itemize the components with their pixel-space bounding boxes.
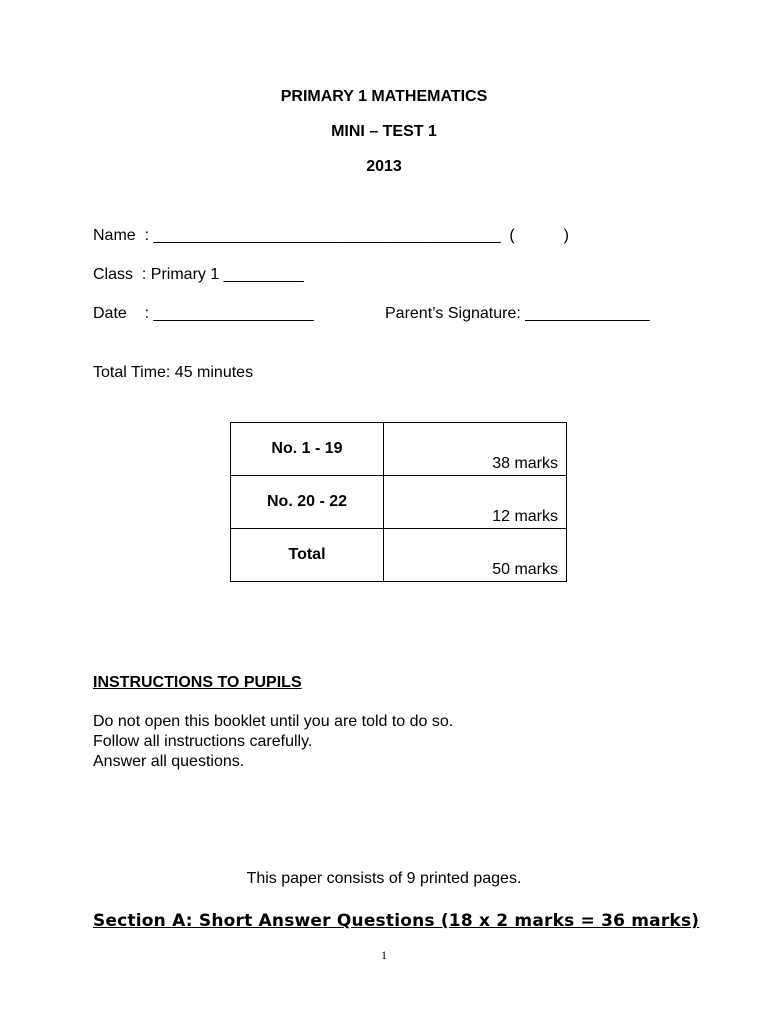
row-label: No. 20 - 22 — [231, 476, 384, 529]
table-row — [231, 529, 567, 582]
date-field-line: Date : __________________ — [93, 305, 314, 322]
document-year: 2013 — [366, 158, 402, 175]
row-marks: 38 marks — [384, 423, 567, 476]
instructions-heading: INSTRUCTIONS TO PUPILS — [93, 674, 302, 691]
table-row — [231, 476, 567, 529]
row-marks: 50 marks — [384, 529, 567, 582]
instructions-list — [93, 712, 453, 772]
pages-note: This paper consists of 9 printed pages. — [246, 870, 522, 887]
marks-table — [230, 422, 567, 582]
section-title: Section A: Short Answer Questions (18 x 2 marks = 36 marks) — [93, 911, 700, 931]
instruction-line: Follow all instructions carefully. — [93, 733, 313, 750]
class-field-line: Class : Primary 1 _________ — [93, 266, 304, 283]
document-subtitle: MINI – TEST 1 — [331, 123, 437, 140]
row-label: Total — [231, 529, 384, 582]
row-marks: 12 marks — [384, 476, 567, 529]
row-label: No. 1 - 19 — [231, 423, 384, 476]
parent-signature-line: Parent’s Signature: ______________ — [385, 305, 650, 322]
table-row — [231, 423, 567, 476]
instruction-line: Answer all questions. — [93, 753, 245, 770]
instruction-line: Do not open this booklet until you are told to do so. — [93, 713, 454, 730]
page-number: 1 — [381, 948, 387, 962]
document-title: PRIMARY 1 MATHEMATICS — [280, 88, 488, 105]
total-time: Total Time: 45 minutes — [93, 364, 254, 381]
name-field-line: Name : _______________________________________ ( ) — [93, 227, 569, 244]
